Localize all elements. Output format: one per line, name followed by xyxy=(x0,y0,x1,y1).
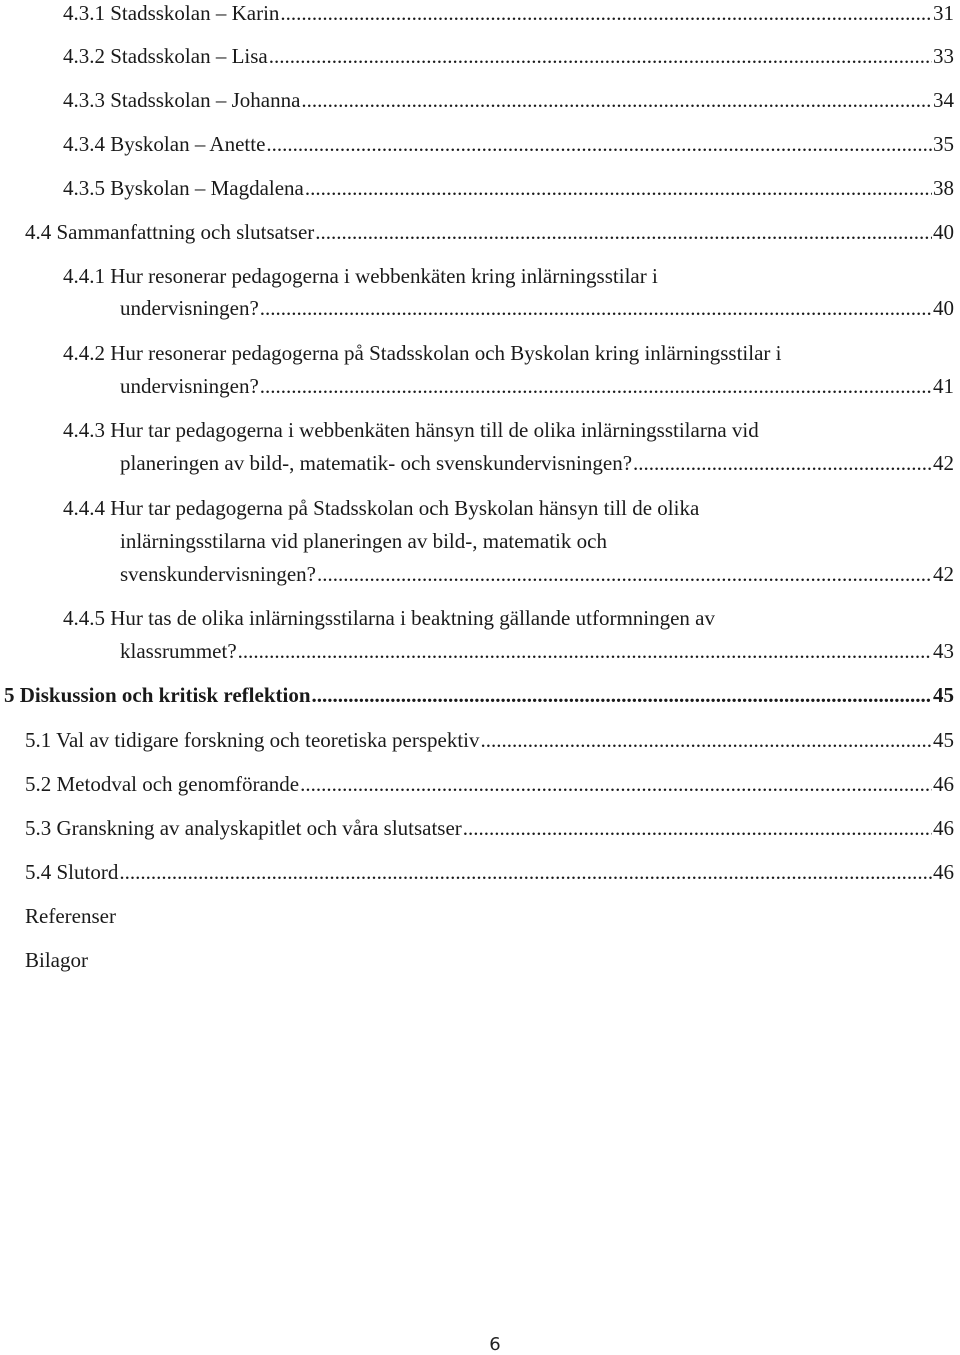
toc-leader-dots xyxy=(305,175,932,201)
toc-entry-referenser[interactable]: Referenser xyxy=(25,904,116,928)
toc-entry-title: 4.3.2 Stadsskolan – Lisa xyxy=(63,44,268,68)
toc-entry-title-cont: klassrummet? xyxy=(120,639,237,663)
toc-entry-4-4-5-title[interactable]: 4.4.5 Hur tas de olika inlärningsstilarna i beaktning gällande utformningen av xyxy=(63,606,716,630)
toc-page-number: 46 xyxy=(933,772,954,796)
toc-page-number: 45 xyxy=(933,683,954,707)
toc-leader-dots xyxy=(260,295,932,321)
toc-page-number: 43 xyxy=(933,639,954,663)
toc-page-number: 31 xyxy=(933,1,954,25)
toc-entry-4-3-1[interactable] xyxy=(63,0,954,26)
toc-entry-5-4[interactable] xyxy=(25,859,954,885)
toc-entry-4-4[interactable] xyxy=(25,219,954,245)
toc-leader-dots xyxy=(119,859,932,885)
toc-leader-dots xyxy=(463,815,932,841)
toc-entry-title-cont: svenskundervisningen? xyxy=(120,562,316,586)
toc-entry-4-3-3[interactable] xyxy=(63,87,954,113)
toc-leader-dots xyxy=(301,87,932,113)
toc-entry-5-2[interactable] xyxy=(25,771,954,797)
toc-entry-4-4-4[interactable] xyxy=(120,561,954,587)
toc-entry-5-1[interactable] xyxy=(25,727,954,753)
toc-leader-dots xyxy=(238,638,932,664)
toc-entry-title-cont: undervisningen? xyxy=(120,374,259,398)
toc-entry-title: 4.4 Sammanfattning och slutsatser xyxy=(25,220,315,244)
toc-entry-4-4-3-title[interactable]: 4.4.3 Hur tar pedagogerna i webbenkäten hänsyn till de olika inlärningsstilarna vid xyxy=(63,418,759,442)
toc-page-number: 46 xyxy=(933,816,954,840)
toc-entry-title-cont: undervisningen? xyxy=(120,296,259,320)
toc-entry-4-3-5[interactable] xyxy=(63,175,954,201)
toc-page-number: 41 xyxy=(933,374,954,398)
toc-leader-dots xyxy=(260,373,932,399)
toc-leader-dots xyxy=(633,450,932,476)
toc-page-number: 40 xyxy=(933,220,954,244)
toc-entry-5-3[interactable] xyxy=(25,815,954,841)
toc-entry-4-4-1-title[interactable]: 4.4.1 Hur resonerar pedagogerna i webbenkäten kring inlärningsstilar i xyxy=(63,264,658,288)
toc-leader-dots xyxy=(317,561,932,587)
toc-entry-4-3-2[interactable] xyxy=(63,43,954,69)
toc-entry-title: 4.3.3 Stadsskolan – Johanna xyxy=(63,88,301,112)
toc-entry-title: 5 Diskussion och kritisk reflektion xyxy=(4,683,311,707)
toc-leader-dots xyxy=(280,0,932,26)
toc-entry-4-4-2-title[interactable]: 4.4.2 Hur resonerar pedagogerna på Stadsskolan och Byskolan kring inlärningsstilar i xyxy=(63,341,782,365)
toc-entry-title: 5.3 Granskning av analyskapitlet och våra slutsatser xyxy=(25,816,462,840)
toc-leader-dots xyxy=(315,219,932,245)
toc-entry-4-3-4[interactable] xyxy=(63,131,954,157)
toc-entry-title: 5.2 Metodval och genomförande xyxy=(25,772,300,796)
toc-page-number: 45 xyxy=(933,728,954,752)
toc-leader-dots xyxy=(269,43,932,69)
toc-entry-4-4-5[interactable] xyxy=(120,638,954,664)
toc-page-number: 35 xyxy=(933,132,954,156)
toc-entry-4-4-4-title-cont: inlärningsstilarna vid planeringen av bild-, matematik och xyxy=(120,529,607,553)
toc-entry-title-cont: planeringen av bild-, matematik- och svenskundervisningen? xyxy=(120,451,633,475)
toc-entry-4-4-3[interactable] xyxy=(120,450,954,476)
toc-entry-title: 4.3.5 Byskolan – Magdalena xyxy=(63,176,304,200)
page-number: 6 xyxy=(489,1334,501,1355)
toc-page-number: 42 xyxy=(933,562,954,586)
toc-entry-title: 4.3.4 Byskolan – Anette xyxy=(63,132,266,156)
toc-entry-title: 4.3.1 Stadsskolan – Karin xyxy=(63,1,280,25)
toc-leader-dots xyxy=(266,131,932,157)
toc-entry-bilagor[interactable]: Bilagor xyxy=(25,948,88,972)
toc-entry-5[interactable] xyxy=(4,682,954,708)
toc-entry-title: 5.1 Val av tidigare forskning och teoretiska perspektiv xyxy=(25,728,480,752)
toc-leader-dots xyxy=(300,771,932,797)
toc-leader-dots xyxy=(312,682,933,708)
toc-page-number: 38 xyxy=(933,176,954,200)
toc-entry-4-4-4-title[interactable]: 4.4.4 Hur tar pedagogerna på Stadsskolan och Byskolan hänsyn till de olika xyxy=(63,496,700,520)
toc-page-number: 40 xyxy=(933,296,954,320)
toc-page-number: 33 xyxy=(933,44,954,68)
toc-leader-dots xyxy=(481,727,933,753)
toc-entry-4-4-2[interactable] xyxy=(120,373,954,399)
toc-entry-4-4-1[interactable] xyxy=(120,295,954,321)
toc-entry-title: 5.4 Slutord xyxy=(25,860,119,884)
toc-page-number: 34 xyxy=(933,88,954,112)
toc-page-number: 46 xyxy=(933,860,954,884)
toc-page-number: 42 xyxy=(933,451,954,475)
